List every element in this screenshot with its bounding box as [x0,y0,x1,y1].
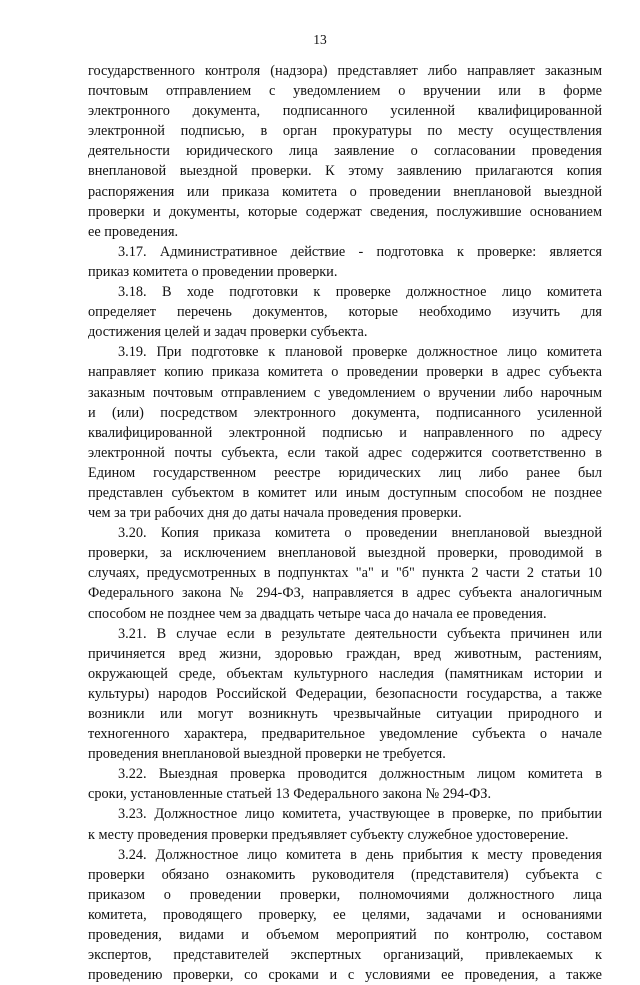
text-line: проверки, за исключением внеплановой выездной проверки, проводимой в [88,545,602,562]
text-line: и (или) посредством электронного документа, подписанного усиленной [88,404,602,421]
text-line: Федерального закона № 294-ФЗ, направляется в адрес субъекта аналогичным [88,585,602,602]
text-line: 3.21. В случае если в результате деятельности субъекта причинен или [118,625,602,642]
text-line: Едином государственном реестре юридических лиц либо ранее был [88,464,602,481]
text-line: проведению проверки, со сроками и с условиями ее проведения, а также [88,967,602,984]
text-line: к месту проведения проверки предъявляет субъекту служебное удостоверение. [88,826,569,843]
text-line: 3.24. Должностное лицо комитета в день прибытия к месту проведения [118,846,602,863]
page-number: 13 [313,32,327,47]
text-line: достижения целей и задач проверки субъекта. [88,324,368,341]
text-line: определяет перечень документов, которые необходимо изучить для [88,304,602,321]
text-line: проведения внеплановой выездной проверки не требуется. [88,746,446,763]
text-line: случаях, предусмотренных в подпунктах "а" и "б" пункта 2 части 2 статьи 10 [88,565,602,582]
text-line: приказом о проведении проверки, полномочиями должностного лица [88,886,602,903]
text-line: почтовым отправлением с уведомлением о вручении или в форме [88,83,602,100]
text-line: 3.23. Должностное лицо комитета, участвующее в проверке, по прибытии [118,806,602,823]
text-line: 3.17. Административное действие - подготовка к проверке: является [118,243,602,260]
text-line: окружающей среде, объектам культурного наследия (памятникам истории и [88,665,602,682]
text-line: 3.22. Выездная проверка проводится должностным лицом комитета в [118,766,602,783]
text-line: комитета, проводящего проверку, ее целями, задачами и основаниями [88,906,602,923]
text-line: возникли или могут возникнуть чрезвычайные ситуации природного и [88,706,602,722]
text-line: 3.18. В ходе подготовки к проверке должностное лицо комитета [118,284,602,301]
text-line: представлен субъектом в комитет или иным доступным способом не позднее [88,484,602,501]
text-line: деятельности юридического лица заявление о согласовании проведения [88,143,602,160]
text-line: распоряжения или приказа комитета о проведении внеплановой выездной [88,183,602,200]
text-line: электронной подписью, в орган прокуратуры по месту осуществления [88,123,602,140]
text-line: проверки обязано ознакомить руководителя (представителя) субъекта с [88,866,602,883]
text-line: 3.19. При подготовке к плановой проверке должностное лицо комитета [118,344,602,361]
text-line: экспертов, представителей экспертных организаций, привлекаемых к [88,947,602,964]
text-line: сроки, установленные статьей 13 Федерального закона № 294-ФЗ. [88,786,492,803]
text-line: приказ комитета о проведении проверки. [88,263,338,280]
text-line: проверки и документы, которые содержат сведения, послужившие основанием [88,203,602,220]
text-line: ее проведения. [88,223,179,240]
text-line: заказным почтовым отправлением с уведомлением о вручении либо нарочным [88,384,602,401]
text-line: электронного документа, подписанного усиленной квалифицированной [88,103,602,120]
text-line: направляет копию приказа комитета о проведении проверки в адрес субъекта [88,364,602,381]
text-line: государственного контроля (надзора) представляет либо направляет заказным [88,63,602,79]
text-line: способом не позднее чем за двадцать четыре часа до начала ее проведения. [88,605,547,622]
text-line: культуры) народов Российской Федерации, безопасности государства, а также [88,685,602,702]
text-line: 3.20. Копия приказа комитета о проведении внеплановой выездной [118,525,602,542]
text-line: техногенного характера, предварительное уведомление субъекта о начале [88,726,602,743]
text-line: электронной почты субъекта, если такой адрес содержится соответственно в [88,444,602,461]
text-line: внеплановой выездной проверки. К этому заявлению прилагаются копия [88,163,602,180]
text-line: чем за три рабочих дня до даты начала проведения проверки. [88,505,462,522]
text-line: проведения, видами и объемом мероприятий по контролю, составом [88,927,602,944]
text-line: квалифицированной электронной подписью и направленного по адресу [88,424,602,441]
document-body [88,61,602,985]
text-line: причиняется вред жизни, здоровью граждан, вред животным, растениям, [88,645,602,662]
